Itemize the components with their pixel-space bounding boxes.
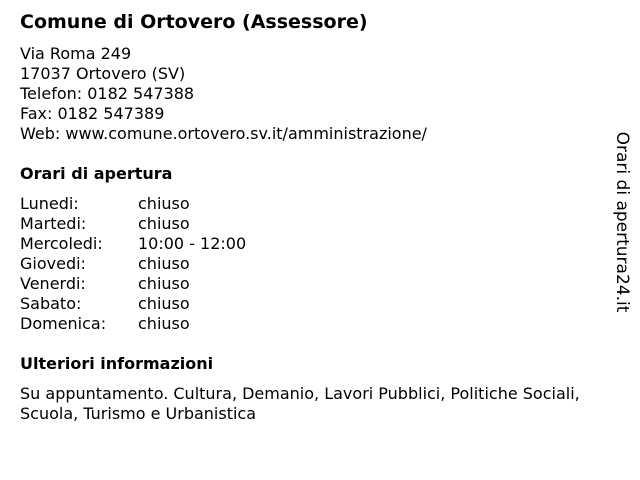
day-label: Lunedi: <box>20 194 79 213</box>
day-label: Mercoledi: <box>20 234 103 253</box>
page-title: Comune di Ortovero (Assessore) <box>20 11 368 33</box>
additional-info-text: Su appuntamento. Cultura, Demanio, Lavori Pubblici, Politiche Sociali, Scuola, Turismo e Urbanistica <box>20 384 580 423</box>
day-label: Giovedi: <box>20 254 86 273</box>
hours-row-tuesday <box>20 214 246 234</box>
side-brand-label: Orari di apertura24.it <box>612 131 632 313</box>
hours-row-friday <box>20 274 246 294</box>
hours-value: chiuso <box>138 274 190 293</box>
street-address: Via Roma 249 <box>20 44 132 63</box>
hours-row-thursday <box>20 254 246 274</box>
hours-row-saturday <box>20 294 246 314</box>
day-label: Martedi: <box>20 214 87 233</box>
hours-row-monday <box>20 194 246 214</box>
hours-value: chiuso <box>138 214 190 233</box>
city-postal-code: 17037 Ortovero (SV) <box>20 64 186 83</box>
hours-value: 10:00 - 12:00 <box>138 234 247 253</box>
day-label: Venerdi: <box>20 274 86 293</box>
day-label: Sabato: <box>20 294 82 313</box>
day-label: Domenica: <box>20 314 107 333</box>
opening-hours-table <box>20 194 246 334</box>
additional-info-heading: Ulteriori informazioni <box>20 354 214 373</box>
address-block <box>20 44 427 144</box>
hours-row-sunday <box>20 314 246 334</box>
hours-value: chiuso <box>138 254 190 273</box>
opening-hours-heading: Orari di apertura <box>20 164 173 183</box>
fax-number: Fax: 0182 547389 <box>20 104 165 123</box>
hours-row-wednesday <box>20 234 246 254</box>
hours-value: chiuso <box>138 194 190 213</box>
website-link[interactable]: Web: www.comune.ortovero.sv.it/amministrazione/ <box>20 124 427 143</box>
hours-value: chiuso <box>138 314 190 333</box>
phone-number: Telefon: 0182 547388 <box>20 84 195 103</box>
hours-value: chiuso <box>138 294 190 313</box>
